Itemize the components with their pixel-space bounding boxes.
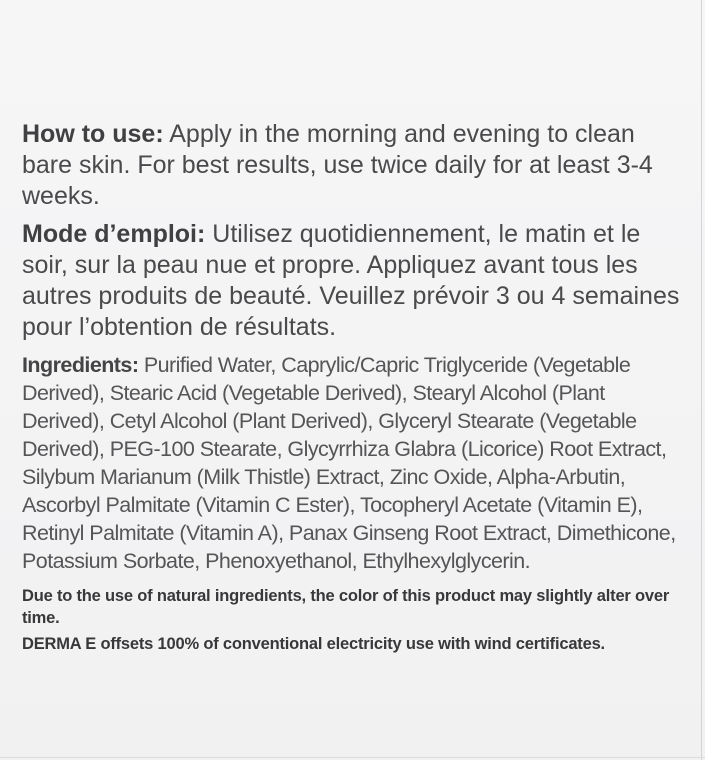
wind-energy-note: DERMA E offsets 100% of conventional electricity use with wind certificates. [22,635,605,653]
mode-emploi-paragraph [22,219,682,343]
panel-edge-right [701,0,702,760]
how-to-use-text: Apply in the morning and evening to clean bare skin. For best results, use twice daily for at least 3-4 weeks. [22,120,653,210]
how-to-use-paragraph [22,119,682,212]
how-to-use-label: How to use: [22,120,164,148]
ingredients-label: Ingredients: [22,353,139,377]
ingredients-text: Purified Water, Caprylic/Capric Triglyceride (Vegetable Derived), Stearic Acid (Vegetable Derived), Stearyl Alcohol (Plant Derived), Cetyl Alcohol (Plant Derived), Glyceryl Stearate (Vegetable Derived), PEG-100 Stearate, Glycyrrhiza Glabra (Licorice) Root Extract, Silybum Marianum (Milk Thistle) Extract, Zinc Oxide, Alpha-Arbutin, Ascorbyl Palmitate (Vitamin C Ester), Tocopheryl Acetate (Vitamin E), Retinyl Palmitate (Vitamin A), Panax Ginseng Root Extract, Dimethicone, Potassium Sorbate, Phenoxyethanol, Ethylhexylglycerin. [22,353,676,573]
ingredients-paragraph [22,351,682,575]
mode-emploi-text: Utilisez quotidiennement, le matin et le soir, sur la peau nue et propre. Appliquez avant tous les autres produits de beauté. Veuillez prévoir 3 ou 4 semaines pour l’obtention de résultats. [22,220,680,341]
panel-edge-bottom [0,757,705,758]
label-text-block [22,119,682,655]
mode-emploi-label: Mode d’emploi: [22,220,206,248]
natural-color-note: Due to the use of natural ingredients, the color of this product may slightly alter over time. [22,587,670,627]
